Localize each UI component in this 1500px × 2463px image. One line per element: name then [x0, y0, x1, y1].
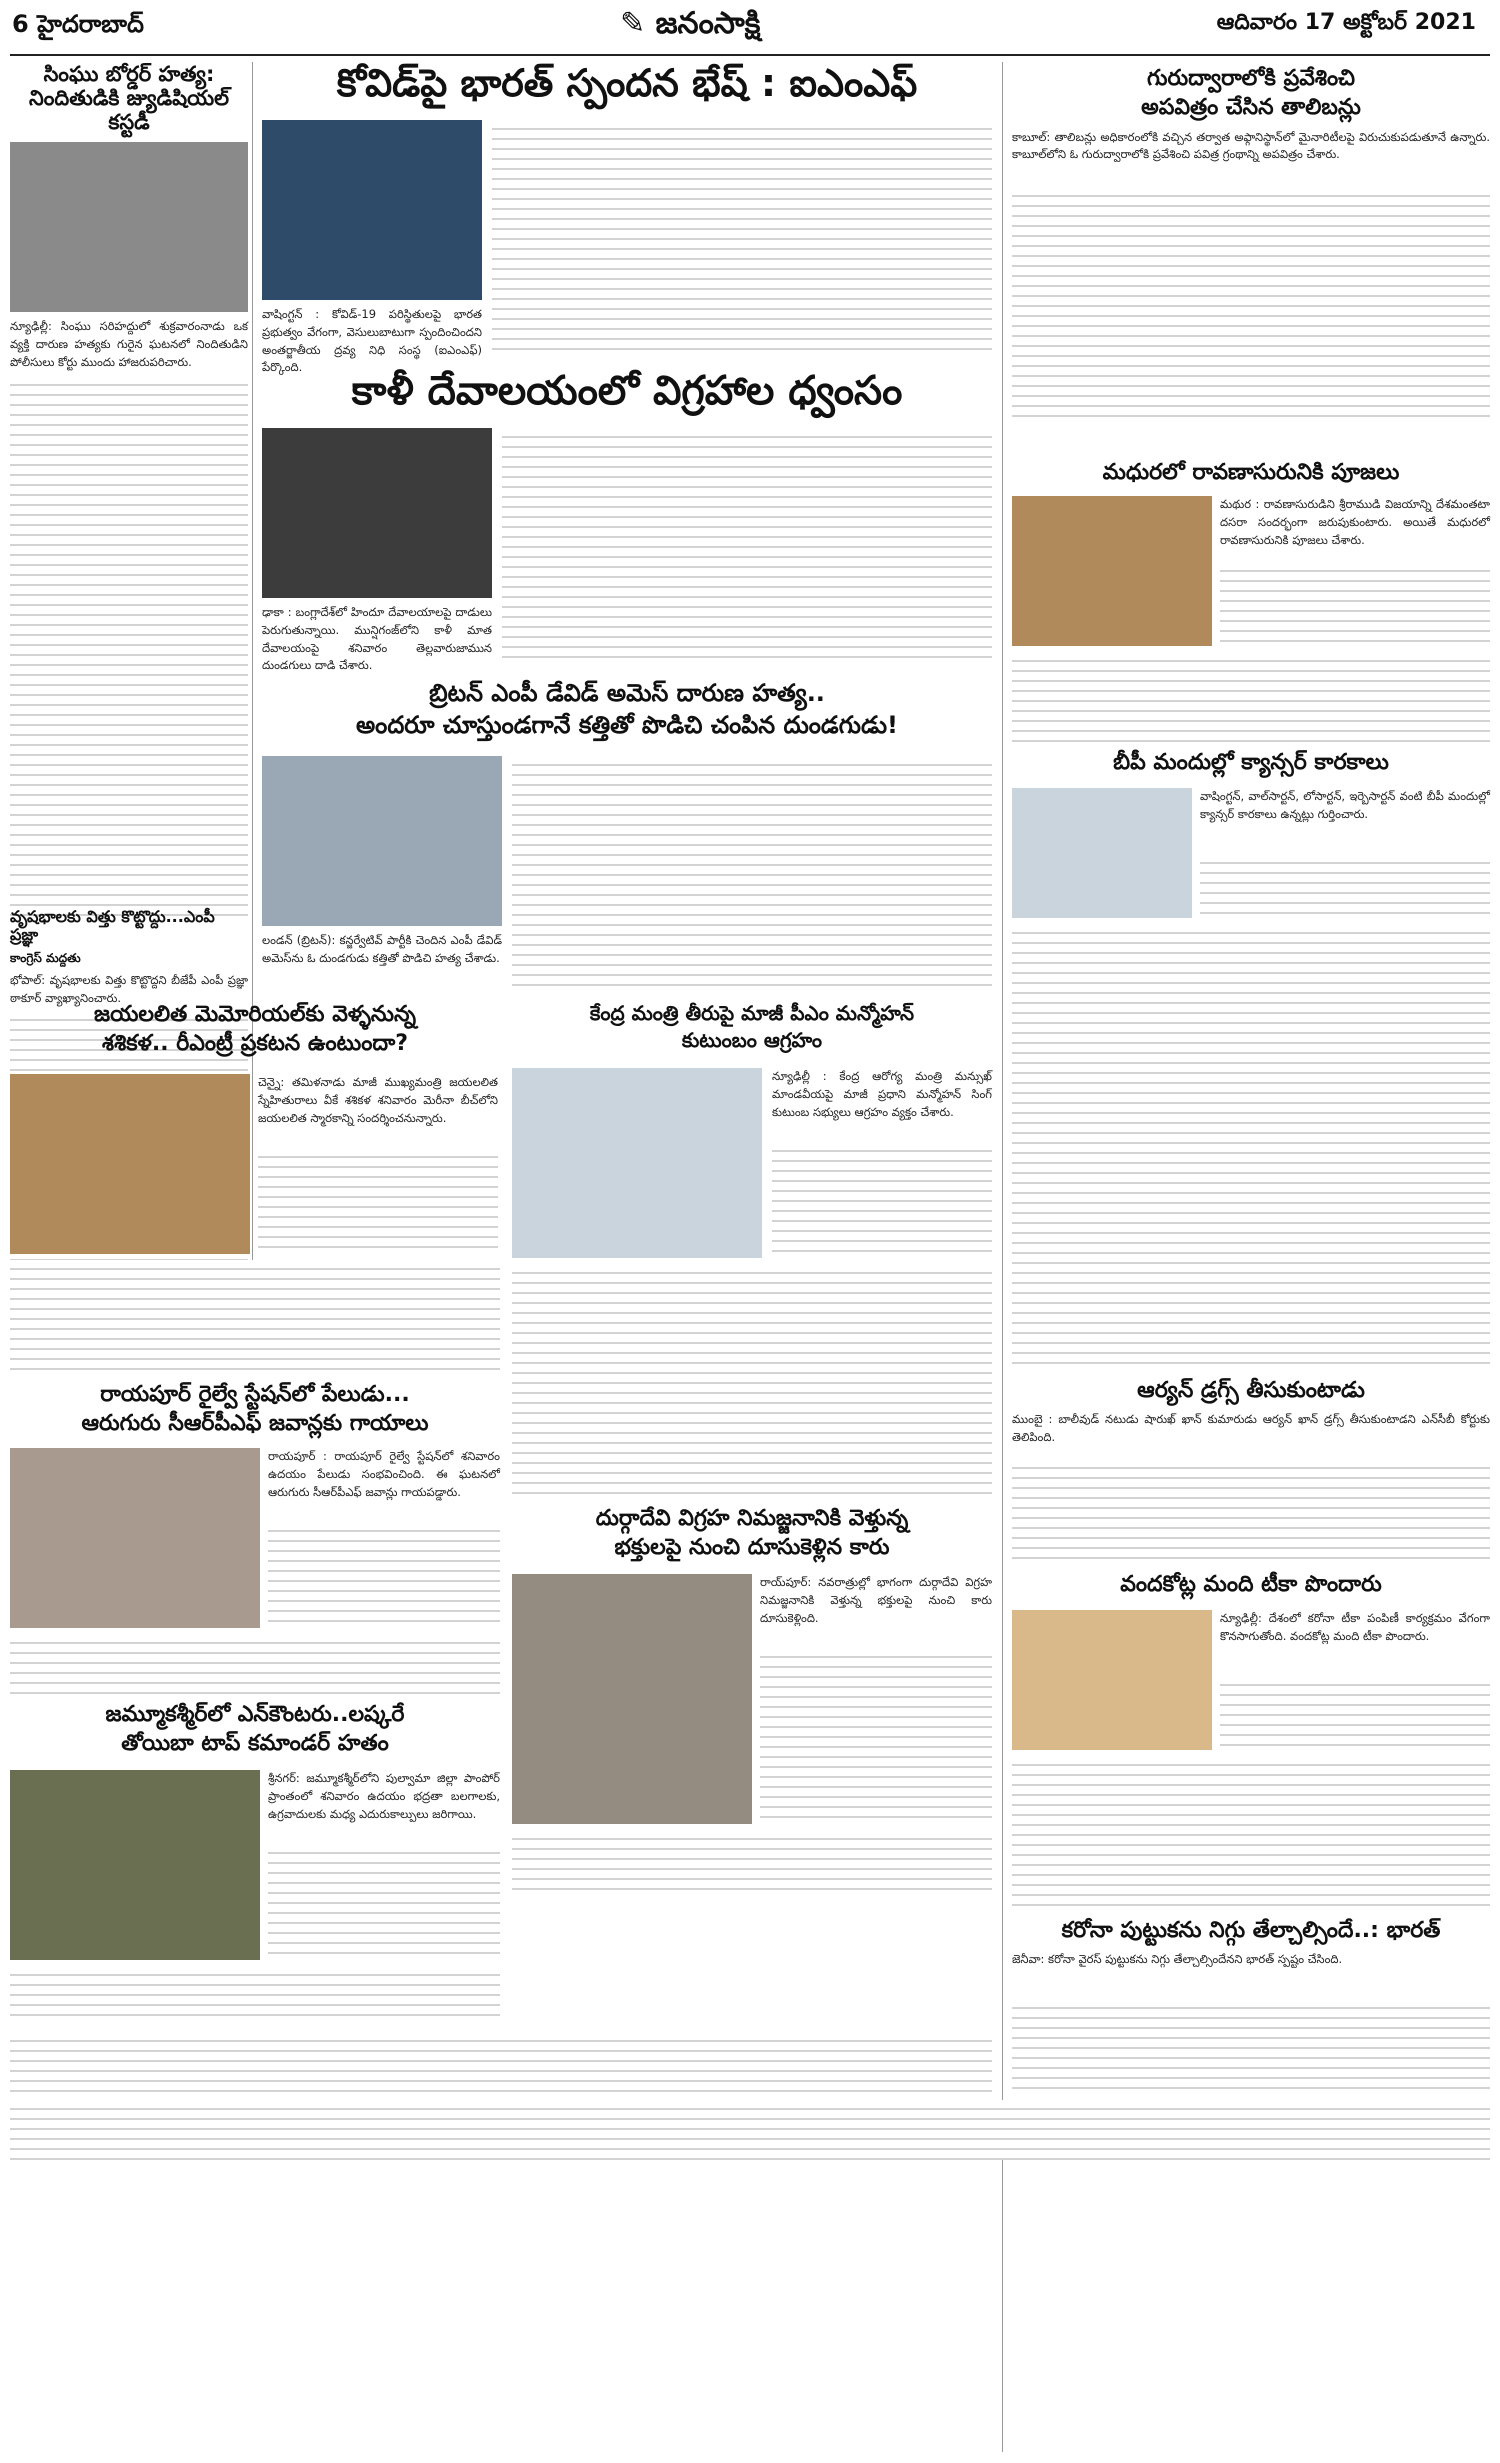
headline-line2: ఆరుగురు సీఆర్‌పీఎఫ్‌ జవాన్లకు గాయాలు: [81, 1411, 429, 1437]
headline: కాళీ దేవాలయంలో విగ్రహాల ధ్వంసం: [351, 368, 903, 414]
body-text: [492, 120, 992, 356]
article-imf: [262, 62, 992, 106]
body-text: [10, 1966, 500, 2024]
lead-text: రాయ్‌పూర్‌: నవరాత్రుల్లో భాగంగా దుర్గాదేవి విగ్రహ నిమజ్జనానికి వెళ్తున్న భక్తులపై నుంచి కారు దూసుకెళ్లింది.: [760, 1575, 992, 1625]
photo: [262, 428, 492, 598]
article-manmohan: [512, 1002, 992, 1052]
body-text: [1200, 854, 1490, 918]
article-singhu: [10, 62, 248, 916]
article-aryan: [1012, 1378, 1490, 1565]
headline: కేంద్ర మంత్రి తీరుపై మాజీ పీఎం మన్మోహన్‌: [589, 1001, 915, 1025]
lead-text: కాబూల్‌: తాలిబన్లు అధికారంలోకి వచ్చిన తర్వాత అఫ్గానిస్థాన్‌లో మైనారిటీలపై విరుచుకుపడుతూనే ఉన్నారు. కాబూల్‌లోని ఓ గురుద్వారాలోకి ప్రవేశించి పవిత్ర గ్రంథాన్ని అపవిత్రం చేశారు.: [1012, 129, 1490, 162]
headline-line2: శశికళ.. రీఎంట్రీ ప్రకటన ఉంటుందా?: [101, 1031, 409, 1057]
body-text: [268, 1844, 500, 1960]
body-text: [1220, 562, 1490, 646]
headline: కరోనా పుట్టుకను నిగ్గు తేల్చాల్సిందే..: భారత్‌: [1061, 1918, 1441, 1943]
headline: వందకోట్ల మంది టీకా పొందారు: [1120, 1572, 1382, 1597]
article-amess: [262, 680, 992, 739]
headline: ఆర్యన్‌ డ్రగ్స్‌ తీసుకుంటాడు: [1137, 1378, 1365, 1403]
headline-line2: తోయిబా టాప్‌ కమాండర్‌ హతం: [121, 1731, 389, 1757]
article-durga: [512, 1506, 992, 1561]
headline: జయలలిత మెమోరియల్‌కు వెళ్ళనున్న: [94, 1002, 416, 1027]
body-text: [1012, 924, 1490, 1370]
header-rule: [10, 54, 1490, 56]
lead-text: వాషింగ్టన్‌ : కోవిడ్‌-19 పరిస్థితులపై భారత ప్రభుత్వం వేగంగా, వెసులుబాటుగా స్పందించిందని అంతర్జాతీయ ద్రవ్య నిధి సంస్థ (ఐఎంఎఫ్‌) పేర్కొంది.: [262, 307, 482, 375]
headline: దుర్గాదేవి విగ్రహ నిమజ్జనానికి వెళ్తున్న: [595, 1506, 909, 1531]
column-divider: [252, 62, 253, 1352]
body-text: [512, 1830, 992, 1890]
headline: బీపీ మందుల్లో క్యాన్సర్‌ కారకాలు: [1113, 750, 1389, 775]
newspaper-logo-icon: ✎: [620, 6, 646, 41]
body-text: [502, 428, 992, 666]
body-text: [10, 1260, 500, 1372]
lead-text: రాయపూర్‌ : రాయపూర్‌ రైల్వే స్టేషన్‌లో శనివారం ఉదయం పేలుడు సంభవించింది. ఈ ఘటనలో ఆరుగురు సీఆర్‌పీఎఫ్‌ జవాన్లు గాయపడ్డారు.: [268, 1449, 500, 1499]
photo: [512, 1068, 762, 1258]
lead-text: ఢాకా : బంగ్లాదేశ్‌లో హిందూ దేవాలయాలపై దాడులు పెరుగుతున్నాయి. మున్షిగంజ్‌లోని కాళీ మాత దేవాలయంపై శనివారం తెల్లవారుజామున దుండగులు దాడి చేశారు.: [262, 605, 492, 673]
body-text: [1012, 1756, 1490, 1908]
photo: [10, 1074, 250, 1254]
body-text: [512, 756, 992, 994]
article-raipur: [10, 1382, 500, 1437]
city-name: హైదరాబాద్: [37, 10, 144, 38]
article-sasikala: [10, 1002, 500, 1057]
photo: [1012, 496, 1212, 646]
lead-text: న్యూఢిల్లీ : కేంద్ర ఆరోగ్య మంత్రి మన్సుఖ్‌ మాండవీయపై మాజీ ప్రధాని మన్మోహన్‌ సింగ్‌ కుటుంబ సభ్యులు ఆగ్రహం వ్యక్తం చేశారు.: [772, 1069, 992, 1119]
headline-line2: అపవిత్రం చేసిన తాలిబన్లు: [1141, 95, 1361, 121]
lead-text: జెనీవా: కరోనా వైరస్‌ పుట్టుకను నిగ్గు తేల్చాల్సిందేనని భారత్‌ స్పష్టం చేసింది.: [1012, 1952, 1343, 1967]
headline-line2: భక్తులపై నుంచి దూసుకెళ్లిన కారు: [614, 1535, 890, 1561]
photo: [262, 756, 502, 926]
article-kali: [262, 368, 992, 414]
lead-text: లండన్‌ (బ్రిటన్‌): కన్జర్వేటివ్‌ పార్టీకి చెందిన ఎంపీ డేవిడ్‌ అమెస్‌ను ఓ దుండగుడు కత్తితో పొడిచి హత్య చేశాడు.: [262, 933, 502, 965]
photo: [512, 1574, 752, 1824]
article-ravana: [1012, 460, 1490, 485]
page-number: 6: [12, 10, 29, 38]
body-text: [10, 1634, 500, 1694]
lead-text: న్యూఢిల్లీ: సింఘు సరిహద్దులో శుక్రవారంనాడు ఒక వ్యక్తి దారుణ హత్యకు గురైన ఘటనలో నిందితుడిని పోలీసులు కోర్టు ముందు హాజరుపరిచారు.: [10, 319, 248, 370]
headline: జమ్మూకశ్మీర్‌లో ఎన్‌కౌంటరు..లష్కరే: [105, 1702, 405, 1727]
article-corona: [1012, 1918, 1490, 2095]
subheadline: కాంగ్రెస్ మద్దతు: [10, 950, 81, 965]
column-divider: [1002, 62, 1003, 2452]
body-text: [10, 2100, 1490, 2160]
headline-line2: కుటుంబం ఆగ్రహం: [681, 1028, 823, 1052]
headline: రాయపూర్‌ రైల్వే స్టేషన్‌లో పేలుడు...: [100, 1382, 410, 1407]
photo: [262, 120, 482, 300]
body-text: [512, 1264, 992, 1496]
masthead-title: జనంసాక్షి: [655, 6, 761, 41]
lead-text: మథుర : రావణాసురుడిని శ్రీరాముడి విజయాన్ని దేశమంతటా దసరా సందర్భంగా జరుపుకుంటారు. అయితే మధురలో రావణాసురునికి పూజలు చేశారు.: [1220, 497, 1490, 547]
article-jk: [10, 1702, 500, 1757]
body-text: [1012, 1459, 1490, 1565]
photo: [1012, 1610, 1212, 1750]
page-date: ఆదివారం 17 అక్టోబర్ 2021: [1216, 10, 1476, 35]
article-vaccine: [1012, 1572, 1490, 1597]
headline: సింఘు బోర్డర్ హత్య: నిందితుడికి జ్యుడిషియల్ కస్టడీ: [29, 62, 229, 135]
lead-text: శ్రీనగర్‌: జమ్మూకశ్మీర్‌లోని పుల్వామా జిల్లా పాంపోర్‌ ప్రాంతంలో శనివారం ఉదయం భద్రతా బలగాలకు, ఉగ్రవాదులకు మధ్య ఎదురుకాల్పులు జరిగాయి.: [268, 1771, 500, 1821]
body-text: [258, 1148, 498, 1254]
body-text: [10, 376, 248, 916]
body-text: [1012, 1999, 1490, 2095]
photo: [10, 1770, 260, 1960]
photo: [10, 142, 248, 312]
article-gurdwara: [1012, 66, 1490, 425]
body-text: [1012, 652, 1490, 742]
page-header-left: [12, 10, 144, 44]
lead-text: చెన్నై: తమిళనాడు మాజీ ముఖ్యమంత్రి జయలలిత స్నేహితురాలు వీకే శశికళ శనివారం మెరీనా బీచ్‌లోని జయలలిత స్మారకాన్ని సందర్శించనున్నారు.: [258, 1075, 498, 1125]
body-text: [268, 1522, 500, 1628]
lead-text: భోపాల్‌: వృషభాలకు విత్తు కొట్టొద్దని బీజేపీ ఎంపీ ప్రజ్ఞా ఠాకూర్‌ వ్యాఖ్యానించారు.: [10, 972, 248, 1005]
lead-text: ముంబై : బాలీవుడ్‌ నటుడు షారుఖ్‌ ఖాన్‌ కుమారుడు ఆర్యన్‌ ఖాన్‌ డ్రగ్స్‌ తీసుకుంటాడని ఎన్‌సీబీ కోర్టుకు తెలిపింది.: [1012, 1412, 1490, 1445]
lead-text: న్యూఢిల్లీ: దేశంలో కరోనా టీకా పంపిణీ కార్యక్రమం వేగంగా కొనసాగుతోంది. వందకోట్ల మంది టీకా పొందారు.: [1220, 1611, 1490, 1643]
photo: [1012, 788, 1192, 918]
lead-text: వాషింగ్టన్‌, వాల్‌సార్టన్‌, లోసార్టన్‌, ఇర్బెసార్టన్‌ వంటి బీపీ మందుల్లో క్యాన్సర్‌ కారకాలు ఉన్నట్లు గుర్తించారు.: [1200, 789, 1490, 821]
body-text: [760, 1648, 992, 1824]
headline: వృషభాలకు విత్తు కొట్టొద్దు...ఎంపీ ప్రజ్ఞా: [10, 907, 215, 945]
headline: గురుద్వారాలోకి ప్రవేశించి: [1147, 66, 1355, 91]
headline: కోవిడ్‌పై భారత్‌ స్పందన భేష్‌ : ఐఎంఎఫ్‌: [336, 61, 918, 105]
headline: బ్రిటన్‌ ఎంపీ డేవిడ్‌ అమెస్‌ దారుణ హత్య..: [429, 679, 825, 707]
body-text: [1012, 187, 1490, 425]
masthead: [620, 6, 760, 48]
photo: [10, 1448, 260, 1628]
body-text: [772, 1142, 992, 1258]
body-text: [10, 2032, 992, 2092]
body-text: [1220, 1676, 1490, 1750]
headline-line2: అందరూ చూస్తుండగానే కత్తితో పొడిచి చంపిన దుండగుడు!: [355, 710, 898, 739]
article-bp: [1012, 750, 1490, 775]
headline: మధురలో రావణాసురునికి పూజలు: [1102, 460, 1400, 485]
